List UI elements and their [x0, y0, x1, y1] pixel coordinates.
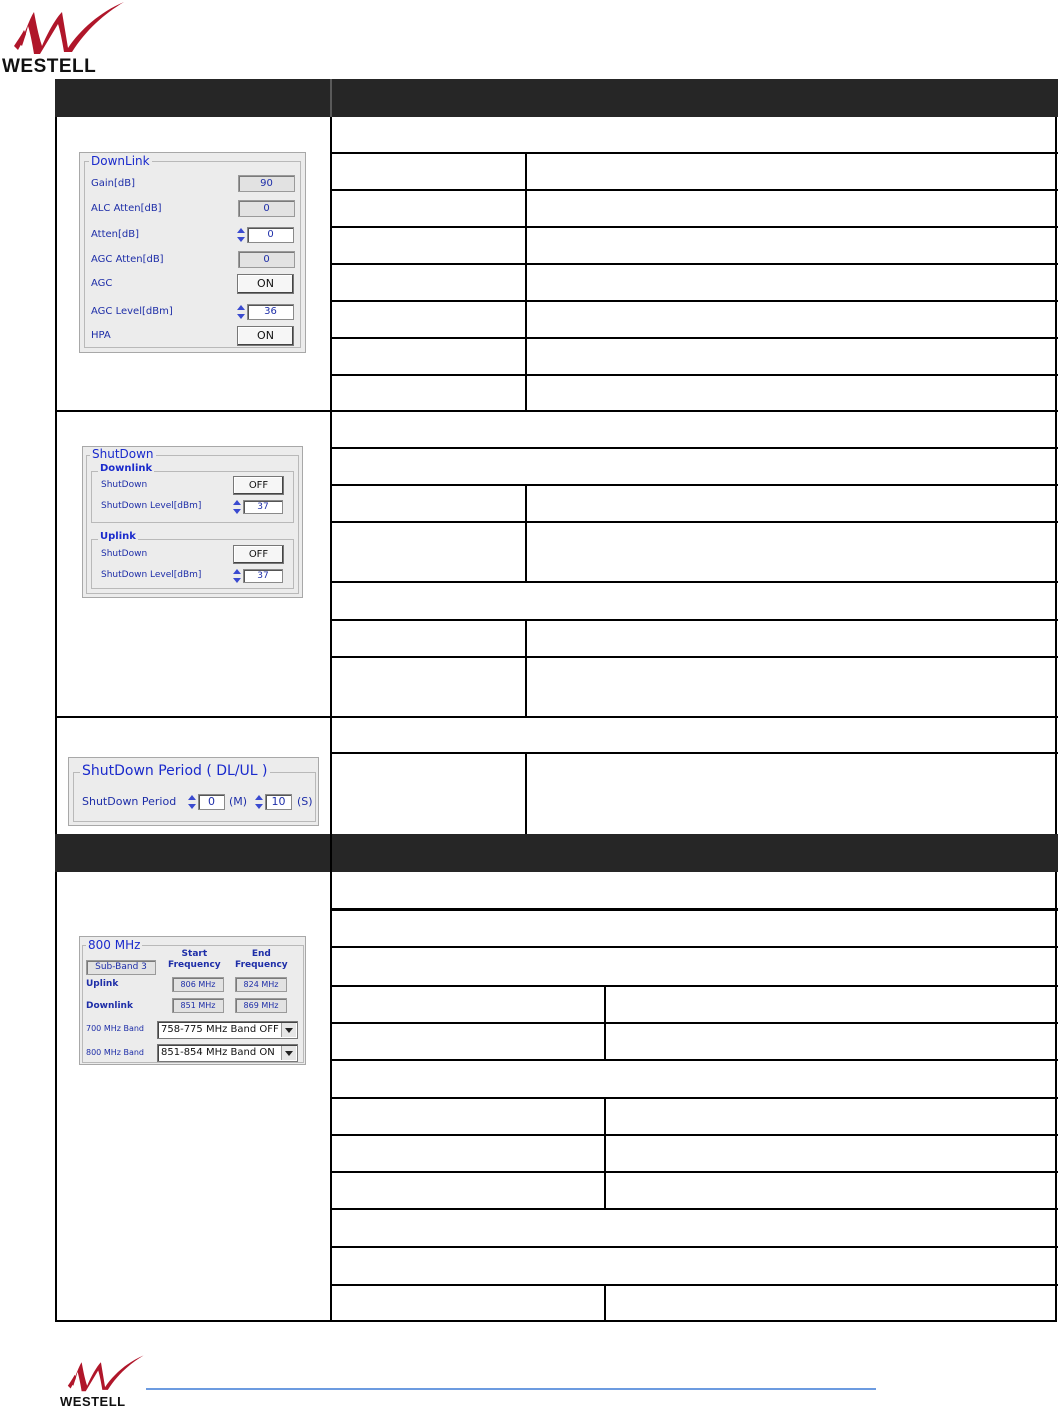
agc-atten-value: 0: [238, 251, 295, 268]
footer-divider: [146, 1388, 876, 1390]
brand-name: WESTELL: [2, 56, 97, 77]
hpa-label: HPA: [91, 330, 111, 341]
dl-shutdown-toggle-button[interactable]: OFF: [233, 476, 284, 495]
westell-w-mark-icon: [0, 0, 130, 58]
alc-atten-value: 0: [238, 200, 295, 217]
downlink-label: Downlink: [86, 1001, 133, 1011]
band-800mhz-panel: [79, 936, 306, 1065]
ul-shutdown-label: ShutDown: [101, 549, 148, 559]
gain-value: 90: [238, 175, 295, 192]
atten-spinner-icon[interactable]: [237, 227, 245, 243]
subband-label: Sub-Band 3: [86, 960, 156, 975]
agc-toggle-button[interactable]: ON: [237, 274, 294, 294]
band700-select[interactable]: [157, 1021, 298, 1039]
period-minutes-input[interactable]: 0: [198, 794, 225, 810]
shutdown-panel-title: ShutDown: [92, 447, 154, 461]
shutdown-period-panel: [68, 757, 319, 826]
ul-shutdown-level-input[interactable]: 37: [243, 569, 283, 583]
shutdown-period-title: ShutDown Period ( DL/UL ): [82, 763, 268, 779]
agc-level-label: AGC Level[dBm]: [91, 306, 173, 317]
period-seconds-input[interactable]: 10: [265, 794, 292, 810]
band700-dropdown-arrow-icon[interactable]: [281, 1023, 296, 1037]
alc-atten-label: ALC Atten[dB]: [91, 203, 162, 214]
shutdown-uplink-title: Uplink: [100, 531, 136, 542]
shutdown-downlink-title: Downlink: [100, 463, 153, 474]
band800-select[interactable]: [157, 1044, 298, 1062]
gain-label: Gain[dB]: [91, 178, 136, 189]
westell-logo-top: [0, 0, 130, 78]
band-panel-title: 800 MHz: [88, 938, 141, 952]
agc-label: AGC: [91, 278, 113, 289]
hpa-toggle-button[interactable]: ON: [237, 326, 294, 346]
downlink-panel-title: DownLink: [91, 154, 150, 168]
ul-shutdown-level-spinner-icon[interactable]: [233, 568, 241, 584]
band800-dropdown-arrow-icon[interactable]: [281, 1046, 296, 1060]
end-frequency-header: End Frequency: [235, 949, 288, 970]
period-minutes-spinner-icon[interactable]: [188, 794, 196, 810]
period-seconds-unit: (S): [297, 795, 313, 808]
shutdown-period-label: ShutDown Period: [82, 795, 177, 808]
agc-level-spinner-icon[interactable]: [237, 304, 245, 320]
agc-level-input[interactable]: 36: [247, 304, 294, 320]
brand-name-footer: WESTELL: [60, 1394, 126, 1409]
westell-logo-bottom: [58, 1354, 148, 1408]
band800-selected-value: 851-854 MHz Band ON: [161, 1047, 275, 1058]
downlink-panel: [79, 152, 306, 353]
uplink-label: Uplink: [86, 979, 119, 989]
agc-atten-label: AGC Atten[dB]: [91, 254, 164, 265]
uplink-end-value: 824 MHz: [235, 977, 287, 992]
atten-label: Atten[dB]: [91, 229, 140, 240]
band700-selected-value: 758-775 MHz Band OFF: [161, 1024, 279, 1035]
period-seconds-spinner-icon[interactable]: [255, 794, 263, 810]
downlink-end-value: 869 MHz: [235, 998, 287, 1013]
period-minutes-unit: (M): [229, 795, 248, 808]
table-header-bar-2: [55, 834, 1058, 872]
column-divider: [330, 117, 332, 1322]
band800-label: 800 MHz Band: [86, 1048, 145, 1057]
table-header-bar-1: [55, 79, 1058, 117]
dl-shutdown-level-spinner-icon[interactable]: [233, 499, 241, 515]
start-frequency-header: Start Frequency: [168, 949, 221, 970]
dl-shutdown-level-label: ShutDown Level[dBm]: [101, 501, 202, 511]
downlink-start-value: 851 MHz: [172, 998, 224, 1013]
shutdown-panel: [82, 446, 303, 598]
band700-label: 700 MHz Band: [86, 1024, 145, 1033]
dl-shutdown-label: ShutDown: [101, 480, 148, 490]
uplink-start-value: 806 MHz: [172, 977, 224, 992]
ul-shutdown-level-label: ShutDown Level[dBm]: [101, 570, 202, 580]
ul-shutdown-toggle-button[interactable]: OFF: [233, 545, 284, 564]
westell-w-mark-small-icon: [58, 1354, 148, 1394]
dl-shutdown-level-input[interactable]: 37: [243, 500, 283, 514]
atten-input[interactable]: 0: [247, 227, 294, 243]
